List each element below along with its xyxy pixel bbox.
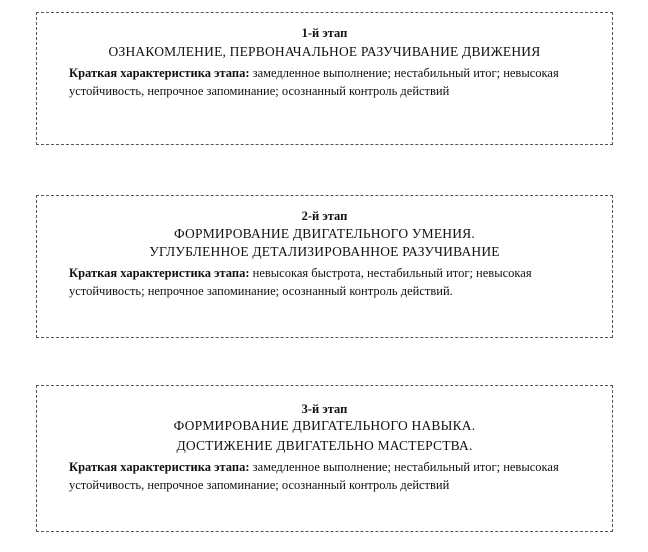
stage-3-description-text: замедленное выполнение; нестабильный итог; невысокая устойчивость, непрочное запоминание; осознанный контроль действий (69, 460, 559, 492)
stage-2-title-line-2: УГЛУБЛЕННОЕ ДЕТАЛИЗИРОВАННОЕ РАЗУЧИВАНИЕ (149, 244, 500, 259)
stage-2-title-line-1: ФОРМИРОВАНИЕ ДВИГАТЕЛЬНОГО УМЕНИЯ. (174, 226, 475, 241)
stage-2-description-label: Краткая характеристика этапа: (69, 266, 250, 280)
stage-3-number: 3-й этап (301, 402, 348, 416)
stage-3-title-line-2: ДОСТИЖЕНИЕ ДВИГАТЕЛЬНО МАСТЕРСТВА. (176, 438, 473, 453)
stage-1-number: 1-й этап (301, 26, 348, 40)
stage-2-description (69, 264, 569, 300)
stage-2-number: 2-й этап (301, 209, 348, 223)
stage-1-description (69, 64, 569, 100)
stage-1-title: ОЗНАКОМЛЕНИЕ, ПЕРВОНАЧАЛЬНОЕ РАЗУЧИВАНИЕ ДВИЖЕНИЯ (108, 44, 541, 59)
stage-3-box (36, 385, 613, 532)
stage-1-box (36, 12, 613, 145)
stage-1-description-text: замедленное выполнение; нестабильный итог; невысокая устойчивость, непрочное запоминание; осознанный контроль действий (69, 66, 559, 98)
stage-2-description-text: невысокая быстрота, нестабильный итог; невысокая устойчивость; непрочное запоминание; осознанный контроль действий. (69, 266, 532, 298)
stage-3-title-line-1: ФОРМИРОВАНИЕ ДВИГАТЕЛЬНОГО НАВЫКА. (173, 418, 476, 433)
stage-1-description-label: Краткая характеристика этапа: (69, 66, 250, 80)
stage-2-box (36, 195, 613, 338)
stage-3-description-label: Краткая характеристика этапа: (69, 460, 250, 474)
stage-3-description (69, 458, 569, 494)
